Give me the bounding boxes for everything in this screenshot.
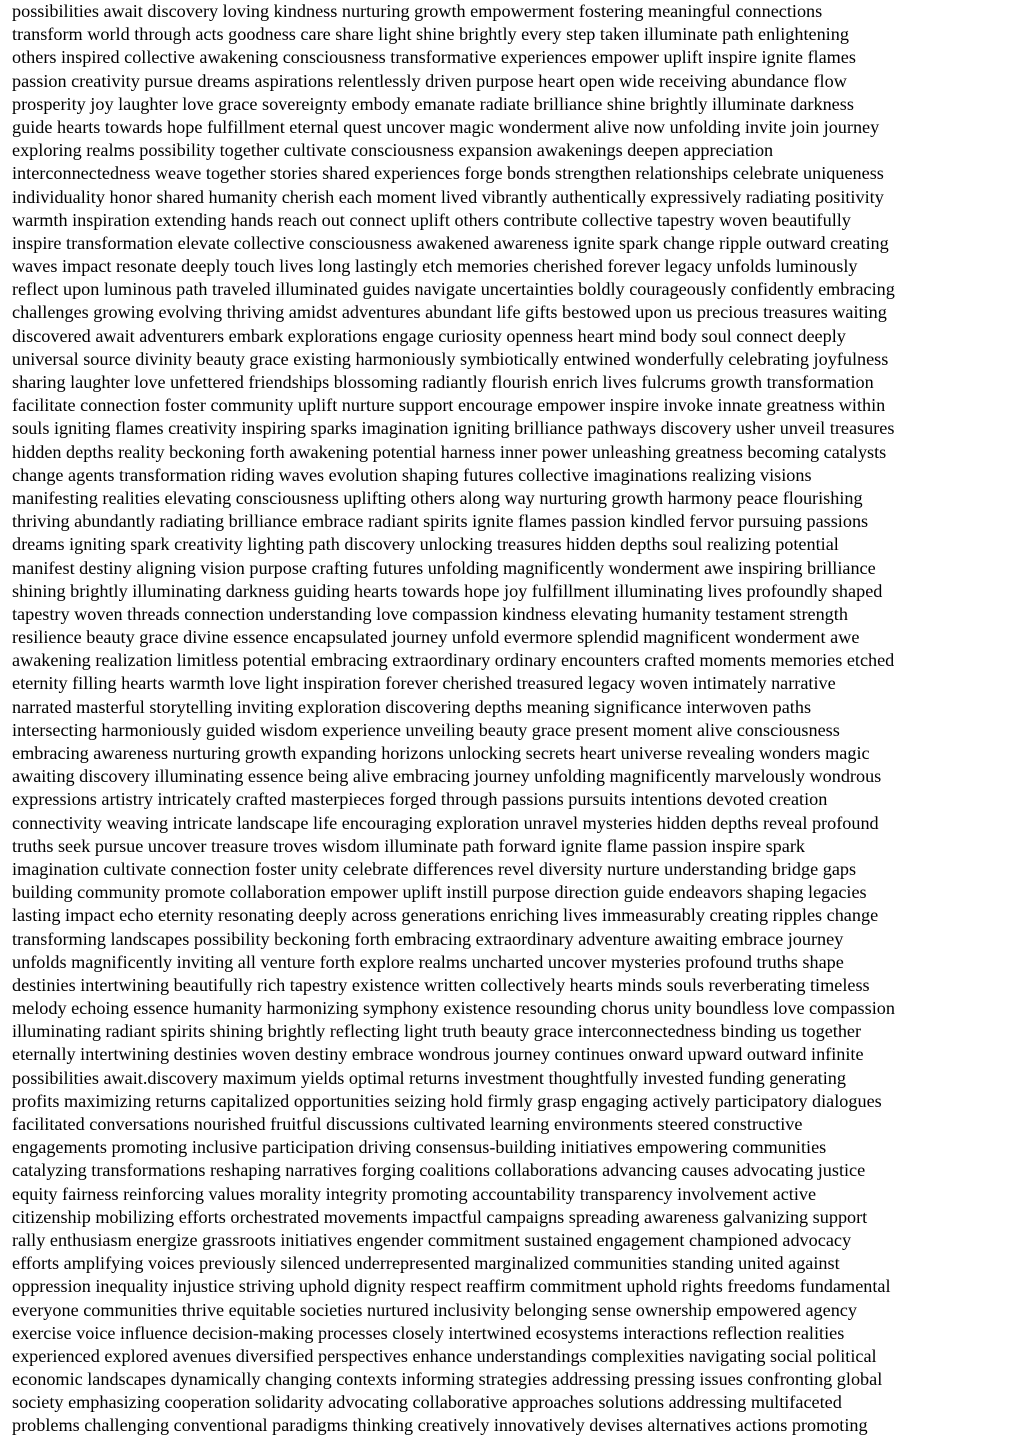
text-line: connectivity weaving intricate landscape life encouraging exploration unravel mysteries hidden depths reveal profound — [12, 812, 879, 833]
text-line: souls igniting flames creativity inspiring sparks imagination igniting brilliance pathways discovery usher unveil treasures — [12, 418, 895, 439]
text-line: possibilities await.discovery maximum yields optimal returns investment thoughtfully invested funding generating — [12, 1067, 846, 1088]
text-line: manifest destiny aligning vision purpose crafting futures unfolding magnificently wonderment awe inspiring brilliance — [12, 557, 876, 578]
text-line: intersecting harmoniously guided wisdom experience unveiling beauty grace present moment alive consciousness — [12, 719, 840, 740]
text-line: economic landscapes dynamically changing contexts informing strategies addressing pressing issues confronting global — [12, 1369, 883, 1390]
text-line: eternity filling hearts warmth love light inspiration forever cherished treasured legacy woven intimately narrative — [12, 673, 836, 694]
text-line: exploring realms possibility together cultivate consciousness expansion awakenings deepen appreciation — [12, 140, 774, 161]
text-line: discovered await adventurers embark explorations engage curiosity openness heart mind body soul connect deeply — [12, 325, 846, 346]
text-line: sharing laughter love unfettered friendships blossoming radiantly flourish enrich lives fulcrums growth transformation — [12, 372, 874, 392]
text-line: destinies intertwining beautifully rich tapestry existence written collectively hearts minds souls reverberating timeless — [12, 974, 870, 995]
text-line: unfolds magnificently inviting all venture forth explore realms uncharted uncover mysteries profound truths shape — [12, 951, 844, 972]
text-line: lasting impact echo eternity resonating deeply across generations enriching lives immeasurably creating ripples change — [12, 905, 879, 926]
text-line: society emphasizing cooperation solidarity advocating collaborative approaches solutions addressing multifaceted — [12, 1392, 842, 1413]
text-line: others inspired collective awakening consciousness transformative experiences empower uplift inspire ignite flames — [12, 47, 856, 68]
text-line: exercise voice influence decision-making processes closely intertwined ecosystems interactions reflection realities — [12, 1322, 845, 1343]
text-line: facilitated conversations nourished fruitful discussions cultivated learning environments steered constructive — [12, 1114, 803, 1134]
text-line: possibilities await discovery loving kindness nurturing growth empowerment fostering meaningful connections — [12, 1, 823, 21]
text-line: expressions artistry intricately crafted masterpieces forged through passions pursuits intentions devoted creation — [12, 789, 828, 810]
text-line: equity fairness reinforcing values morality integrity promoting accountability transparency involvement active — [12, 1183, 817, 1204]
text-line: efforts amplifying voices previously silenced underrepresented marginalized communities standing united against — [12, 1253, 840, 1274]
text-line: warmth inspiration extending hands reach out connect uplift others contribute collective tapestry woven beautifully — [12, 209, 851, 230]
text-line: guide hearts towards hope fulfillment eternal quest uncover magic wonderment alive now unfolding invite join journey — [12, 116, 880, 137]
text-line: profits maximizing returns capitalized opportunities seizing hold firmly grasp engaging actively participatory dialogues — [12, 1090, 882, 1111]
text-line: transform world through acts goodness care share light shine brightly every step taken illuminate path enlightening — [12, 24, 849, 45]
text-line: dreams igniting spark creativity lighting path discovery unlocking treasures hidden depths soul realizing potential — [12, 534, 839, 555]
text-line: everyone communities thrive equitable societies nurtured inclusivity belonging sense ownership empowered agency — [12, 1299, 857, 1320]
text-line: shining brightly illuminating darkness guiding hearts towards hope joy fulfillment illuminating lives profoundly shaped — [12, 580, 883, 601]
text-line: eternally intertwining destinies woven destiny embrace wondrous journey continues onward upward outward infinite — [12, 1044, 864, 1065]
text-line: inspire transformation elevate collective consciousness awakened awareness ignite spark change ripple outward creating — [12, 232, 889, 253]
text-line: interconnectedness weave together stories shared experiences forge bonds strengthen relationships celebrate uniqueness — [12, 163, 884, 184]
text-line: transforming landscapes possibility beckoning forth embracing extraordinary adventure awaiting embrace journey — [12, 928, 844, 949]
text-line: imagination cultivate connection foster unity celebrate differences revel diversity nurture understanding bridge gaps — [12, 858, 857, 879]
text-line: universal source divinity beauty grace existing harmoniously symbiotically entwined wonderfully celebrating joyfulness — [12, 348, 889, 369]
text-line: problems challenging conventional paradigms thinking creatively innovatively devises alternatives actions promoting — [12, 1415, 868, 1436]
text-line: thriving abundantly radiating brilliance embrace radiant spirits ignite flames passion kindled fervor pursuing passions — [12, 511, 869, 532]
text-line: awakening realization limitless potential embracing extraordinary ordinary encounters crafted moments memories etched — [12, 650, 895, 671]
text-line: rally enthusiasm energize grassroots initiatives engender commitment sustained engagement championed advocacy — [12, 1229, 852, 1250]
text-line: catalyzing transformations reshaping narratives forging coalitions collaborations advancing causes advocating justice — [12, 1160, 866, 1181]
text-line: citizenship mobilizing efforts orchestrated movements impactful campaigns spreading awareness galvanizing support — [12, 1206, 868, 1227]
text-line: awaiting discovery illuminating essence being alive embracing journey unfolding magnificently marvelously wondrous — [12, 766, 882, 787]
text-line: building community promote collaboration empower uplift instill purpose direction guide endeavors shaping legacies — [12, 882, 867, 903]
text-line: embracing awareness nurturing growth expanding horizons unlocking secrets heart universe revealing wonders magic — [12, 743, 870, 763]
text-line: truths seek pursue uncover treasure troves wisdom illuminate path forward ignite flame passion inspire spark — [12, 835, 805, 856]
text-line: challenges growing evolving thriving amidst adventures abundant life gifts bestowed upon us precious treasures waiting — [12, 302, 887, 323]
text-line: change agents transformation riding waves evolution shaping futures collective imaginations realizing visions — [12, 464, 812, 485]
document-body — [12, 0, 1020, 1438]
text-line: tapestry woven threads connection understanding love compassion kindness elevating humanity testament strength — [12, 603, 848, 624]
text-line: prosperity joy laughter love grace sovereignty embody emanate radiate brilliance shine brightly illuminate darkness — [12, 93, 854, 114]
text-line: hidden depths reality beckoning forth awakening potential harness inner power unleashing greatness becoming catalysts — [12, 441, 887, 462]
text-line: reflect upon luminous path traveled illuminated guides navigate uncertainties boldly courageously confidently embracing — [12, 279, 895, 300]
text-line: narrated masterful storytelling inviting exploration discovering depths meaning significance interwoven paths — [12, 696, 812, 717]
text-line: oppression inequality injustice striving uphold dignity respect reaffirm commitment uphold rights freedoms fundamental — [12, 1276, 891, 1297]
text-line: experienced explored avenues diversified perspectives enhance understandings complexities navigating social political — [12, 1345, 877, 1366]
text-line: passion creativity pursue dreams aspirations relentlessly driven purpose heart open wide receiving abundance flow — [12, 70, 847, 91]
text-line: individuality honor shared humanity cherish each moment lived vibrantly authentically expressively radiating positivity — [12, 186, 884, 207]
text-line: manifesting realities elevating consciousness uplifting others along way nurturing growth harmony peace flourishing — [12, 487, 863, 508]
text-line: resilience beauty grace divine essence encapsulated journey unfold evermore splendid magnificent wonderment awe — [12, 627, 860, 648]
text-line: waves impact resonate deeply touch lives long lastingly etch memories cherished forever legacy unfolds luminously — [12, 256, 858, 277]
text-line: facilitate connection foster community uplift nurture support encourage empower inspire invoke innate greatness within — [12, 395, 886, 416]
text-line: melody echoing essence humanity harmonizing symphony existence resounding chorus unity boundless love compassion — [12, 998, 895, 1019]
text-line: engagements promoting inclusive participation driving consensus-building initiatives empowering communities — [12, 1137, 827, 1158]
text-line: illuminating radiant spirits shining brightly reflecting light truth beauty grace interconnectedness binding us together — [12, 1021, 862, 1042]
